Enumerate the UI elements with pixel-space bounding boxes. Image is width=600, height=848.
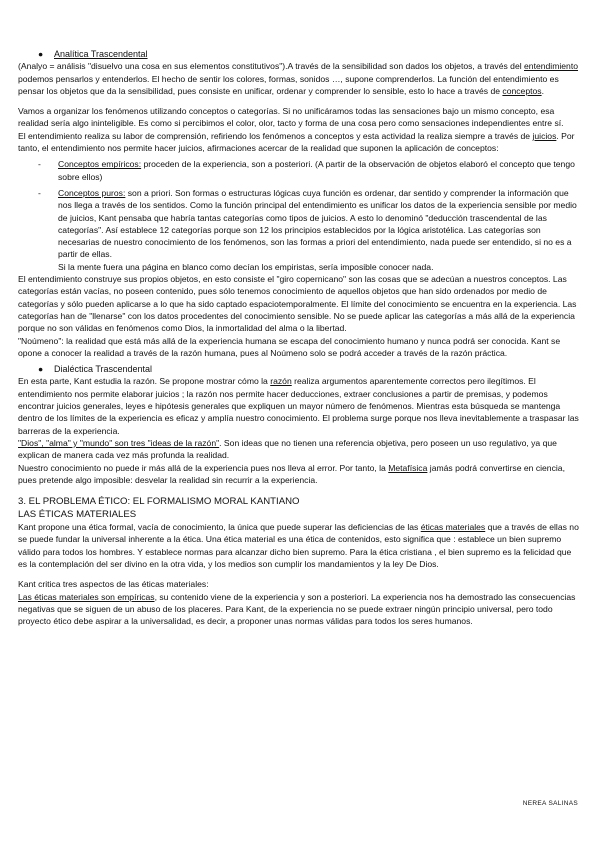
paragraph: "Dios", "alma" y "mundo" son tres "ideas de la razón". Son ideas que no tienen una referencia objetiva, pero poseen un uso regulativo, ya que explican de manera cada vez más profunda la realidad. [18, 437, 557, 461]
paragraph: (Analyo = análisis "disuelvo una cosa en sus elementos constitutivos").A través de la sensibilidad son dados los objetos, a través del entendimiento podemos pensarlos y entenderlos. El hecho de sentir los colores, formas, sonidos …, supone comprenderlos. La función del entendimiento es pensar los objetos que da la sensibilidad, pues consiste en unificar, ordenar y comprender lo sensible, esto lo hace a través de conceptos. [18, 61, 579, 96]
bullet-icon: ● [38, 364, 44, 375]
paragraph: "Noúmeno": la realidad que está más allá de la experiencia humana se escapa del conocimiento humano y nunca podrá ser conocida. Kant se opone a conocer la realidad a través de la razón humana, pues al Noúmeno solo se podrá acceder a través de la razón práctica. [18, 335, 561, 358]
document-body [18, 48, 580, 627]
section-title: 3. EL PROBLEMA ÉTICO: EL FORMALISMO MORAL KANTIANO [18, 496, 300, 508]
bullet-icon: ● [38, 49, 44, 59]
list-item-puros: - Conceptos puros: son a priori. Son formas o estructuras lógicas cuya función es ordenar, dar sentido y comprender la información que nos llega a través de los sentidos. Como la función principal del entendimiento es unificar los datos de la experiencia sensible por medio de juicios, Kant pensaba que habría tantas categorías como tipos de juicios. A esto lo denominó "deducción trascendental de las categorías". Así establece 12 categorías porque son 12 los principios establecidos por la lógica aristotélica. Las categorías son necesarias de nuestro conocimiento de los fenómenos, son las formas a priori del entendimiento, nada puede ser entendido, si no es a partir de ellas. [38, 187, 577, 260]
dash-marker: - [38, 187, 41, 198]
paragraph: Las éticas materiales son empíricas, su contenido viene de la experiencia y son a posteriori. La experiencia nos ha demostrado las consecuencias negativas que se siguen de un abuso de los placeres. Para Kant, de la experiencia no se puede extraer ningún principio universal, pero todo proyecto ético debe aspirar a la universalidad, es decir, a proponer unas normas válidas para todos los seres humanos. [18, 591, 576, 627]
paragraph: El entendimiento realiza su labor de comprensión, refiriendo los fenómenos a conceptos y esta actividad la realiza siempre a través de juicios. Por tanto, el entendimiento nos permite hacer juicios, afirmaciones acercar de la realidad que suponen la aplicación de conceptos: [18, 130, 575, 154]
section-subtitle: LAS ÉTICAS MATERIALES [18, 508, 137, 520]
paragraph: El entendimiento construye sus propios objetos, en esto consiste el "giro copernicano" son las cosas que se adecúan a nuestros conceptos. Las categorías están vacías, no poseen contenido, pues sólo tenemos conocimiento de aquellos objetos que han sido ordenados por medio de categorías y sólo pueden aplicarse a lo que ha sido captado espaciotemporalmente. El límite del conocimiento se encuentra en la experiencia. Las categorías han de "llenarse" con los datos procedentes del conocimiento sensible. No se puede aplicar las categorías a más allá de la experiencia porque no son válidas en fenómenos como Dios, la inmortalidad del alma o la libertad. [18, 274, 577, 334]
heading-dialectica [18, 363, 580, 375]
paragraph: Si la mente fuera una página en blanco como decían los empiristas, sería imposible conocer nada. [58, 261, 434, 272]
heading-text: Dialéctica Trascendental [54, 364, 153, 375]
paragraph: Nuestro conocimiento no puede ir más allá de la experiencia pues nos lleva al error. Por tanto, la Metafísica jamás podrá convertirse en ciencia, pues pretende algo imposible: desvelar la realidad sin recurrir a la experiencia. [18, 462, 565, 485]
heading-analitica [18, 48, 580, 60]
list-item-empiricos: - Conceptos empíricos: proceden de la experiencia, son a posteriori. (A partir de la observación de objetos elaboró el concepto que tengo sobre ellos) [38, 159, 575, 182]
paragraph: Kant propone una ética formal, vacía de conocimiento, la única que puede superar las deficiencias de las éticas materiales que a través de ellas no se puede fundar la universal inherente a la ética. Una ética material es una ética de contenidos, esto significa que : establece un bien supremo válido para todos los hombres. Y establece normas para alcanzar dicho bien supremo. Para la ética cristiana , el bien supremo es la felicidad que es la contemplación del ser divino en la otra vida, y los medios son cumplir los mandamientos y la ley De Dios. [18, 522, 579, 569]
heading-text: Analítica Trascendental [54, 49, 148, 59]
paragraph: Vamos a organizar los fenómenos utilizando conceptos o categorías. Si no unificáramos todas las sensaciones bajo un mismo concepto, esa realidad sería algo ininteligible. Es como si percibimos el color, olor, tacto y forma de una cosa pero como sensaciones independientes entre sí. [18, 106, 564, 129]
dash-marker: - [38, 159, 41, 170]
paragraph: En esta parte, Kant estudia la razón. Se propone mostrar cómo la razón realiza argumentos aparentemente correctos pero ilegítimos. El entendimiento nos permite elaborar juicios ; la razón nos permite hacer deducciones, extraer conclusiones a partir de premisas, y podemos encontrar juicios generales, leyes e hipótesis generales que expliquen un mayor número de fenómenos. Mientras esta búsqueda se mantenga dentro de los límites de la experiencia es eficaz y amplía nuestro conocimiento. El problema surge porque nos lleva inevitablemente a traspasar las barreras de la experiencia. [18, 376, 579, 436]
footer-author: NEREA SALINAS [522, 800, 578, 807]
paragraph: Kant critica tres aspectos de las éticas materiales: [18, 579, 209, 590]
